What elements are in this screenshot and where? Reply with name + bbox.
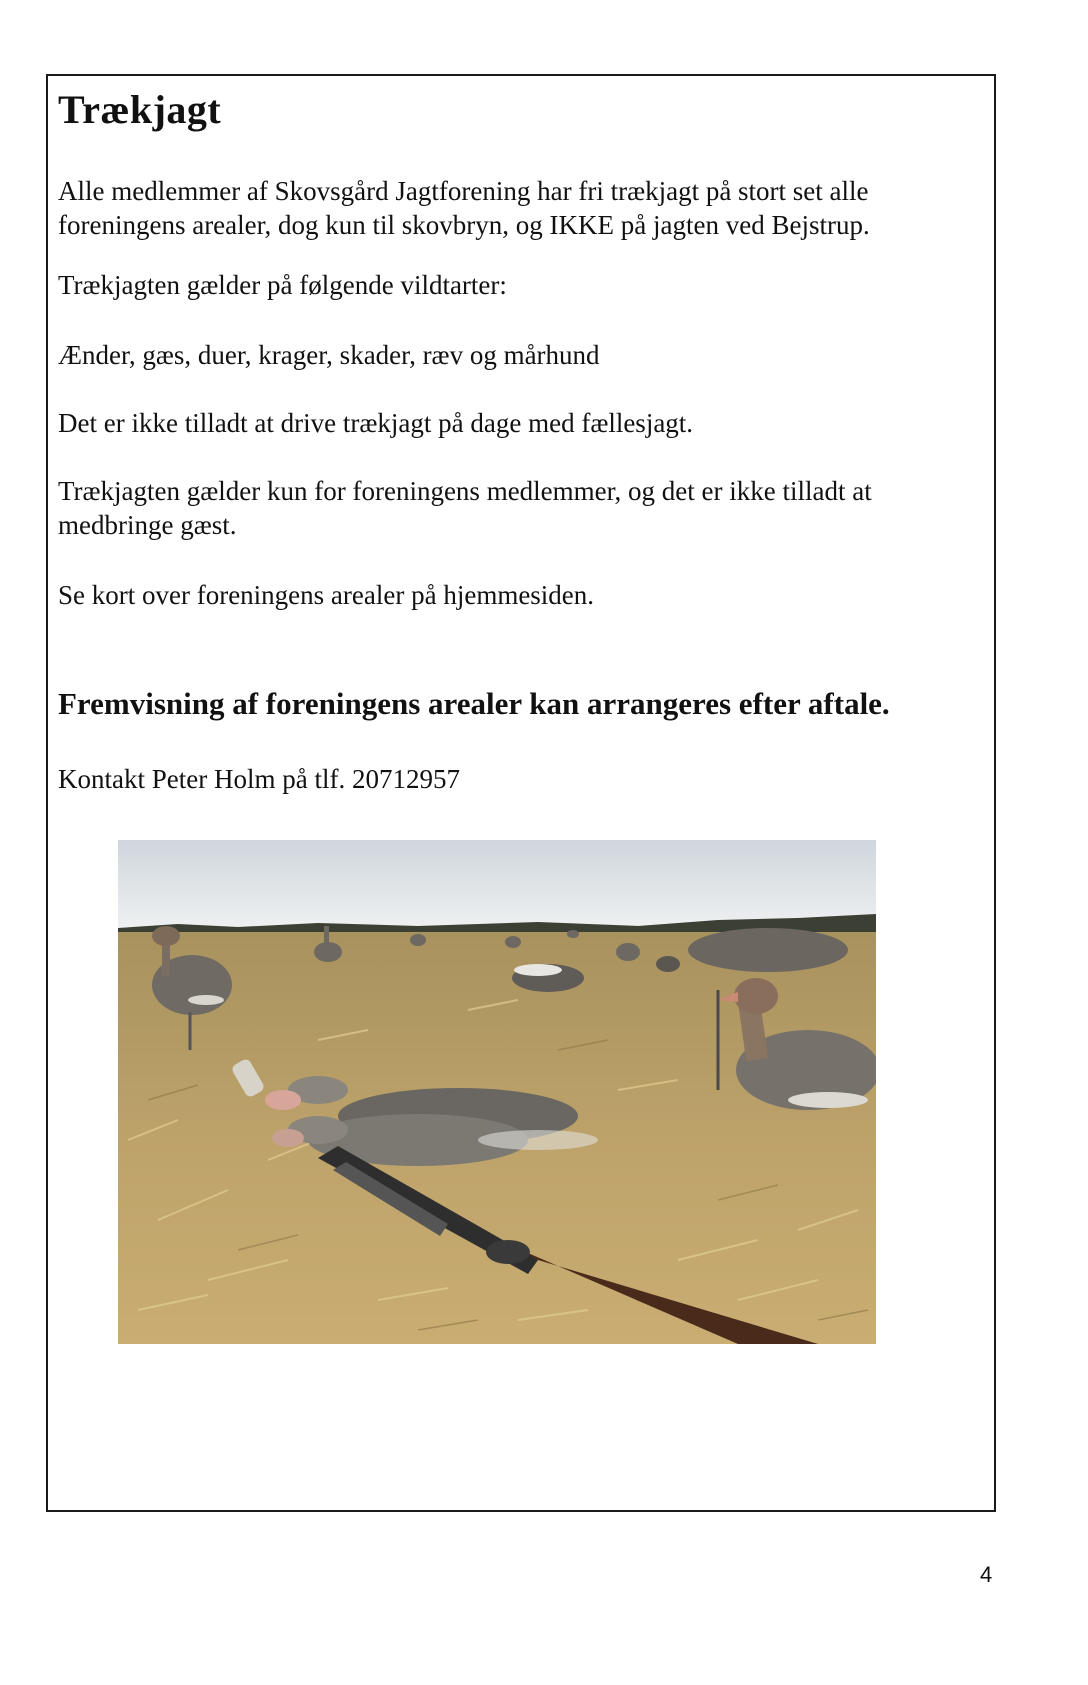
no-common-hunt-paragraph: Det er ikke tilladt at drive trækjagt på dage med fællesjagt. bbox=[58, 408, 694, 438]
members-only-paragraph: Trækjagten gælder kun for foreningens medlemmer, og det er ikke tilladt at medbringe gæst. bbox=[58, 476, 872, 540]
hunting-photo-illustration bbox=[118, 840, 876, 1344]
intro-paragraph: Alle medlemmer af Skovsgård Jagtforening har fri trækjagt på stort set alle foreningens arealer, dog kun til skovbryn, og IKKE på jagten ved Bejstrup. bbox=[58, 176, 870, 240]
sky bbox=[118, 840, 876, 928]
map-reference-paragraph: Se kort over foreningens arealer på hjemmesiden. bbox=[58, 580, 595, 610]
contact-line: Kontakt Peter Holm på tlf. 20712957 bbox=[58, 764, 460, 794]
species-intro-paragraph: Trækjagten gælder på følgende vildtarter: bbox=[58, 270, 507, 300]
showing-notice: Fremvisning af foreningens arealer kan arrangeres efter aftale. bbox=[58, 686, 890, 721]
page-title: Trækjagt bbox=[58, 87, 222, 132]
page-frame bbox=[46, 74, 996, 1512]
species-list-paragraph: Ænder, gæs, duer, krager, skader, ræv og mårhund bbox=[58, 340, 600, 370]
hunting-photo bbox=[118, 840, 876, 1344]
page-number: 4 bbox=[980, 1562, 993, 1587]
